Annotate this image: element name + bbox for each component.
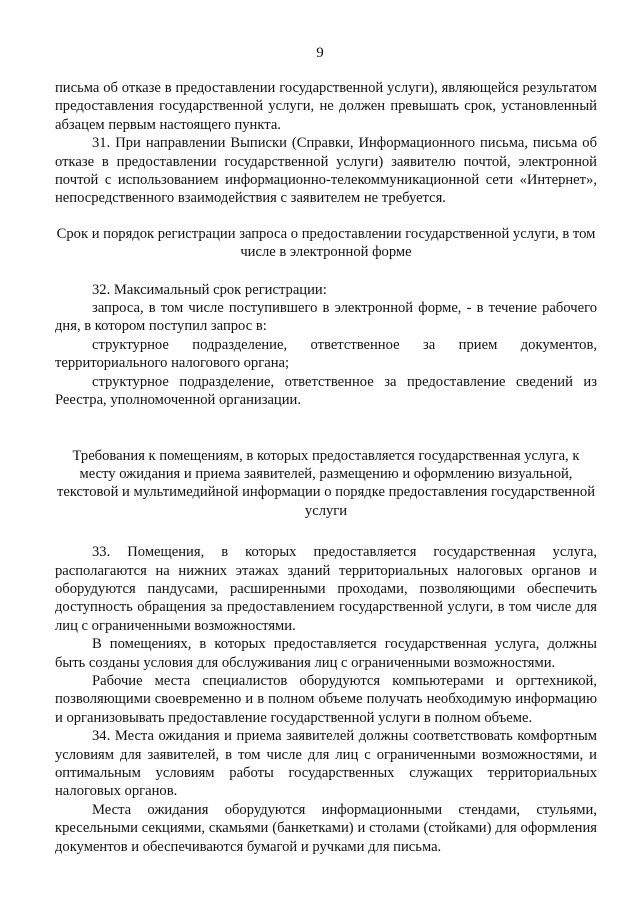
paragraph-33-conditions: В помещениях, в которых предоставляется государственная услуга, должны быть созданы условия для обслуживания лиц с ограниченными возможностями. (55, 636, 597, 671)
spacer (55, 410, 597, 447)
spacer (55, 520, 597, 543)
paragraph-33-workplaces: Рабочие места специалистов оборудуются компьютерами и оргтехникой, позволяющими своевременно и в полном объеме получать необходимую информацию и организовывать предоставление государственной услуги в полном объеме. (55, 672, 597, 726)
section-heading-registration: Срок и порядок регистрации запроса о предоставлении государственной услуги, в том числе в электронной форме (56, 225, 596, 261)
spacer (55, 262, 597, 281)
section-heading-premises: Требования к помещениям, в которых предоставляется государственная услуга, к месту ожидания и приема заявителей, размещению и оформлению визуальной, текстовой и мультимедийной информации о порядке предоставления государственной услуги (56, 447, 596, 519)
paragraph-32-request: запроса, в том числе поступившего в электронной форме, - в течение рабочего дня, в котором поступил запрос в: (55, 300, 597, 335)
paragraph-33: 33. Помещения, в которых предоставляется государственная услуга, располагаются на нижних этажах зданий территориальных налоговых органов и оборудуются пандусами, расширенными проходами, позволяющими обеспечить доступность обращения за предоставлением государственной услуги, в том числе для лиц с ограниченными возможностями. (55, 544, 597, 634)
paragraph-continuation: письма об отказе в предоставлении государственной услуги), являющейся результатом предоставления государственной услуги, не должен превышать срок, установленный абзацем первым настоящего пункта. (55, 80, 597, 133)
paragraph-34-waiting-areas: Места ожидания оборудуются информационными стендами, стульями, кресельными секциями, скамьями (банкетками) и столами (стойками) для оформления документов и обеспечиваются бумагой и ручками для письма. (55, 801, 597, 855)
spacer (55, 208, 597, 225)
page-number: 9 (316, 45, 324, 61)
paragraph-32: 32. Максимальный срок регистрации: (92, 281, 327, 298)
paragraph-32-unit-documents: структурное подразделение, ответственное за прием документов, территориального налогового органа; (55, 336, 597, 372)
paragraph-31: 31. При направлении Выписки (Справки, Информационного письма, письма об отказе в предоставлении государственной услуги) заявителю почтой, электронной почтой с использованием информационно-телекоммуникационной сети «Интернет», непосредственного взаимодействия с заявителем не требуется. (55, 135, 597, 207)
paragraph-32-unit-registry: структурное подразделение, ответственное за предоставление сведений из Реестра, уполномоченной организации. (55, 373, 597, 409)
paragraph-34: 34. Места ожидания и приема заявителей должны соответствовать комфортным условиям для заявителей, в том числе для лиц с ограниченными возможностями, и оптимальным условиям работы государственных служащих территориальных налоговых органов. (55, 728, 597, 800)
document-body (55, 79, 597, 856)
